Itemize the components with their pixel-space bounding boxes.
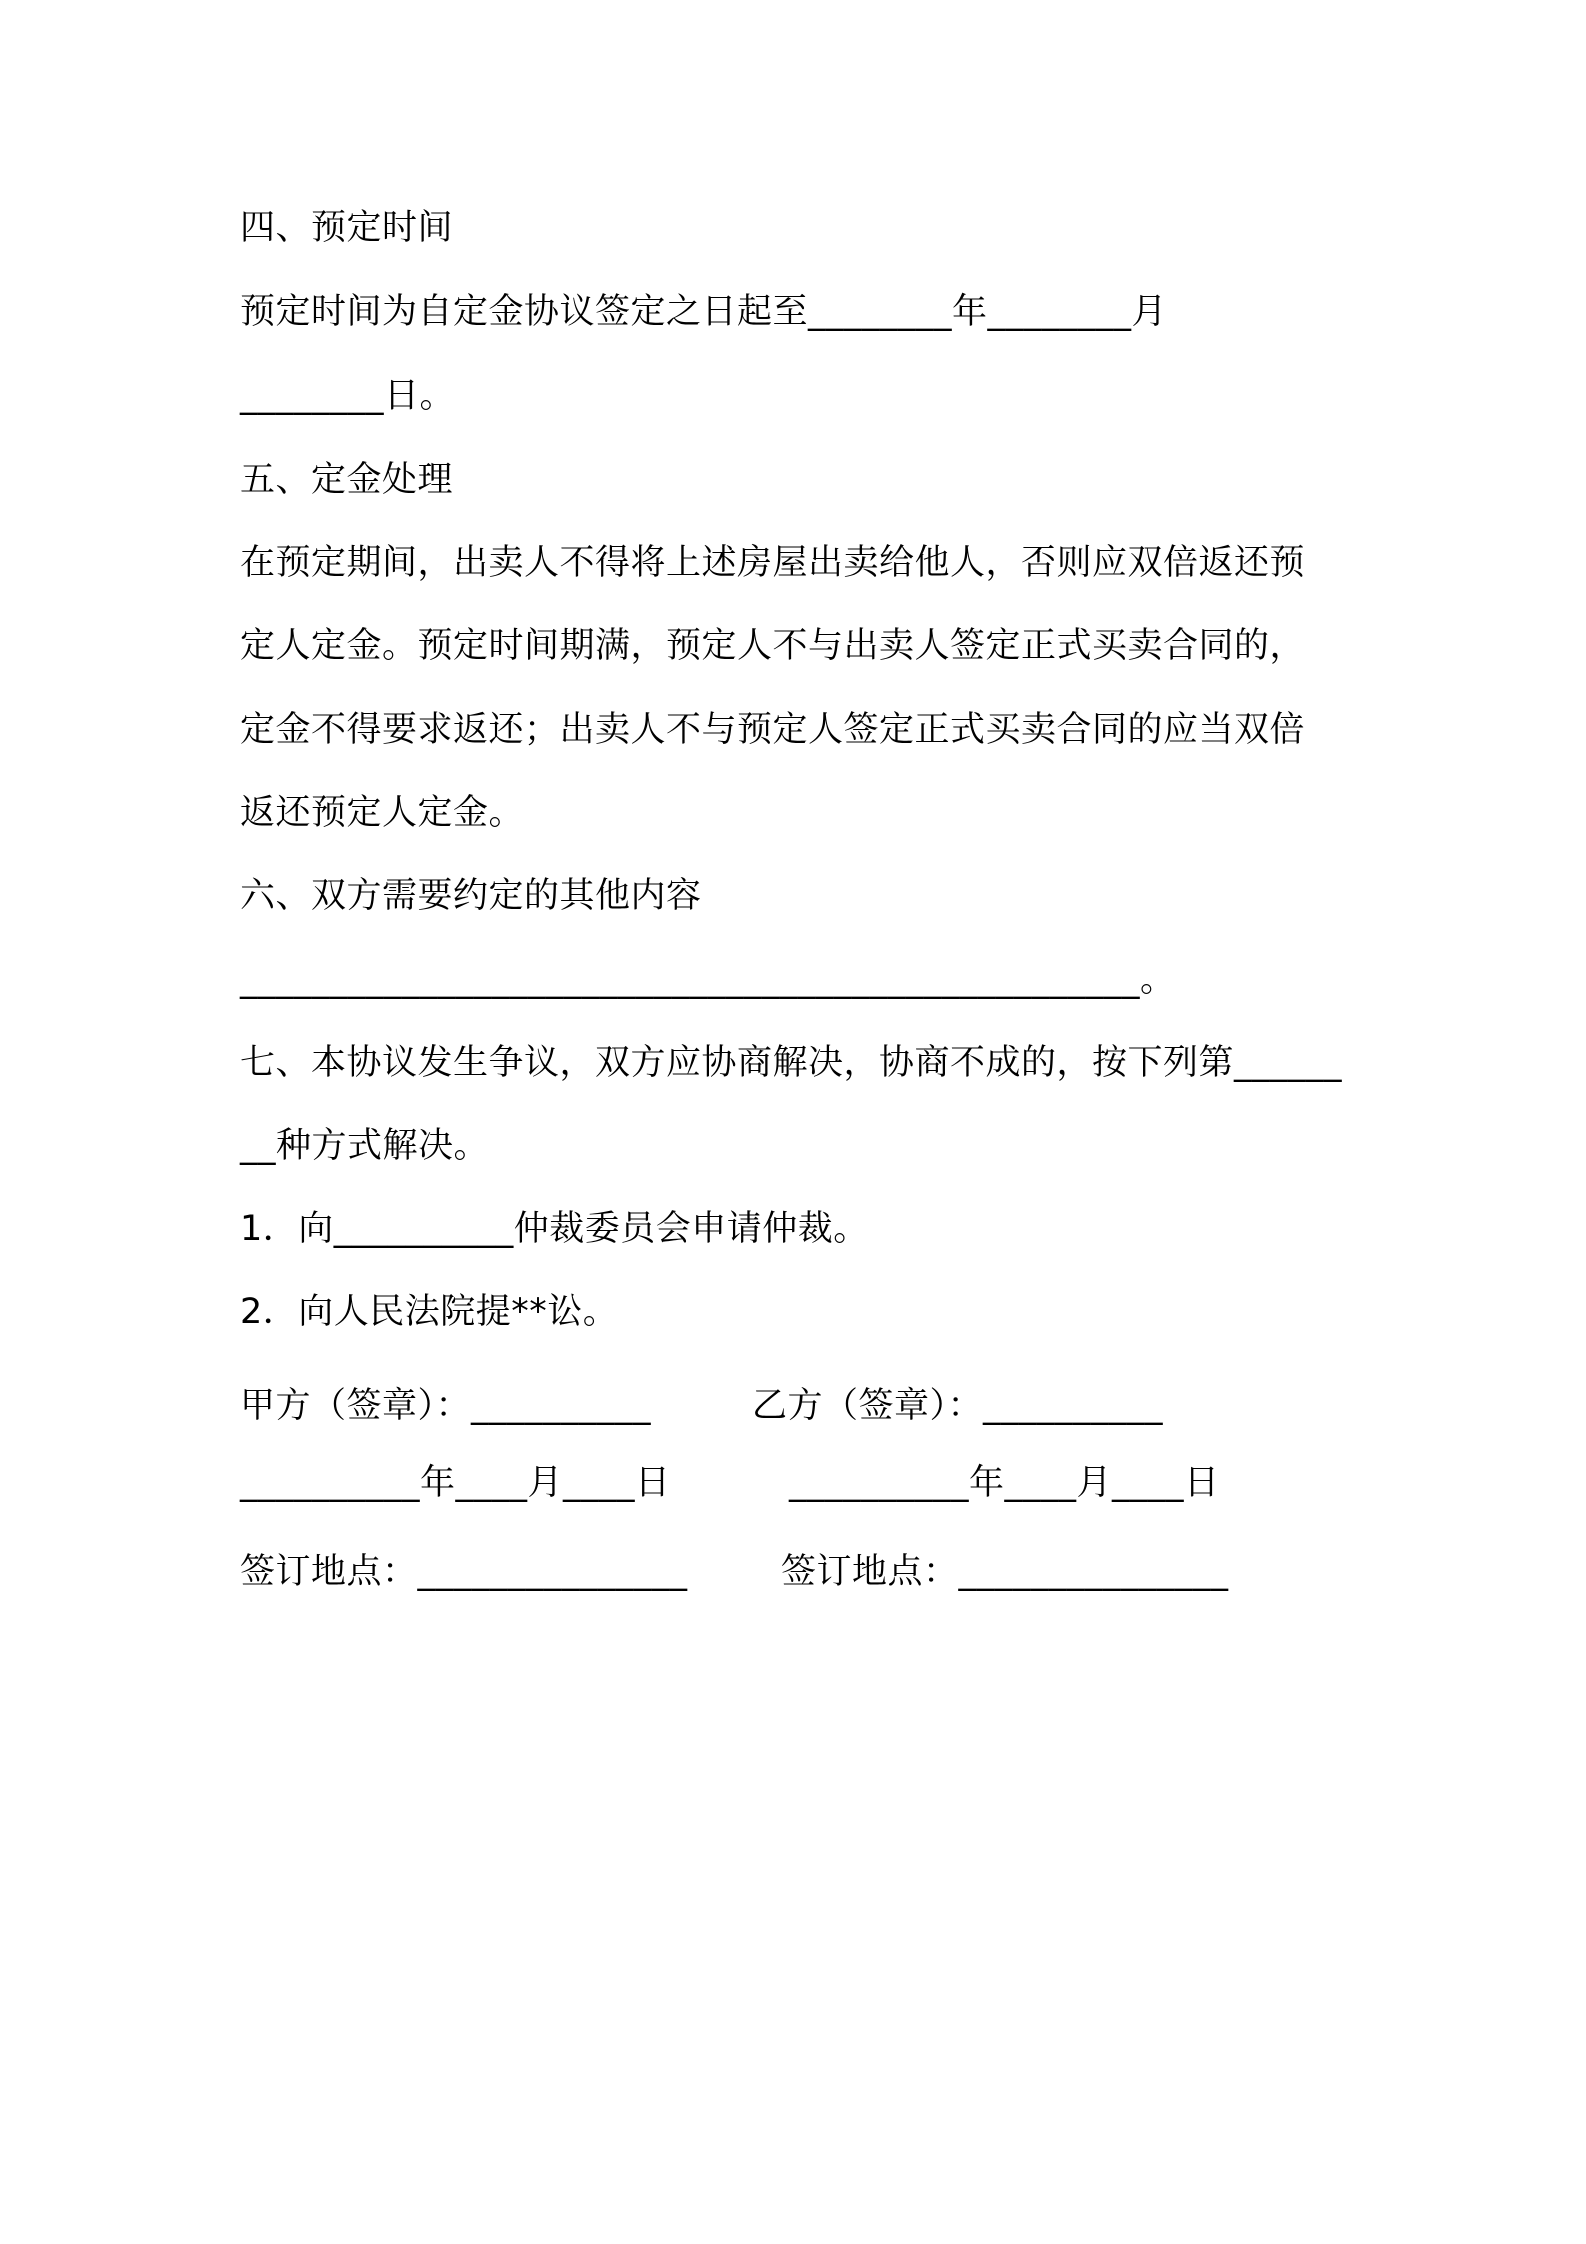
section-5-body-line-3: 定金不得要求返还；出卖人不与预定人签定正式买卖合同的应当双倍 — [240, 710, 1306, 750]
section-7-heading-line-1: 七、本协议发生争议，双方应协商解决，协商不成的，按下列第______ — [240, 1043, 1343, 1083]
party-a-signature: 甲方（签章）：__________ — [240, 1386, 652, 1426]
section-4-body-line-1: 预定时间为自定金协议签定之日起至________年________月 — [240, 292, 1168, 332]
party-b-date: __________年____月____日 — [789, 1463, 1220, 1503]
party-b-signature: 乙方（签章）：__________ — [752, 1386, 1164, 1426]
section-5-body-line-1: 在预定期间，出卖人不得将上述房屋出卖给他人，否则应双倍返还预 — [240, 543, 1306, 583]
section-6-heading: 六、双方需要约定的其他内容 — [240, 876, 702, 916]
party-a-signing-place: 签订地点：_______________ — [240, 1552, 688, 1592]
section-5-body-line-4: 返还预定人定金。 — [240, 793, 525, 833]
section-7-option-2: 2．向人民法院提**讼。 — [240, 1292, 619, 1332]
section-7-heading-line-2: __种方式解决。 — [240, 1126, 490, 1166]
party-b-signing-place: 签订地点：_______________ — [781, 1552, 1229, 1592]
section-4-body-line-2: ________日。 — [240, 376, 456, 416]
section-5-heading: 五、定金处理 — [240, 460, 454, 500]
party-a-date: __________年____月____日 — [240, 1463, 671, 1503]
section-7-option-1: 1．向__________仲裁委员会申请仲裁。 — [240, 1209, 869, 1249]
section-4-heading: 四、预定时间 — [240, 208, 454, 248]
section-5-body-line-2: 定人定金。预定时间期满，预定人不与出卖人签定正式买卖合同的， — [240, 626, 1306, 666]
section-6-blank-line: __________________________________________________。 — [240, 960, 1176, 1000]
